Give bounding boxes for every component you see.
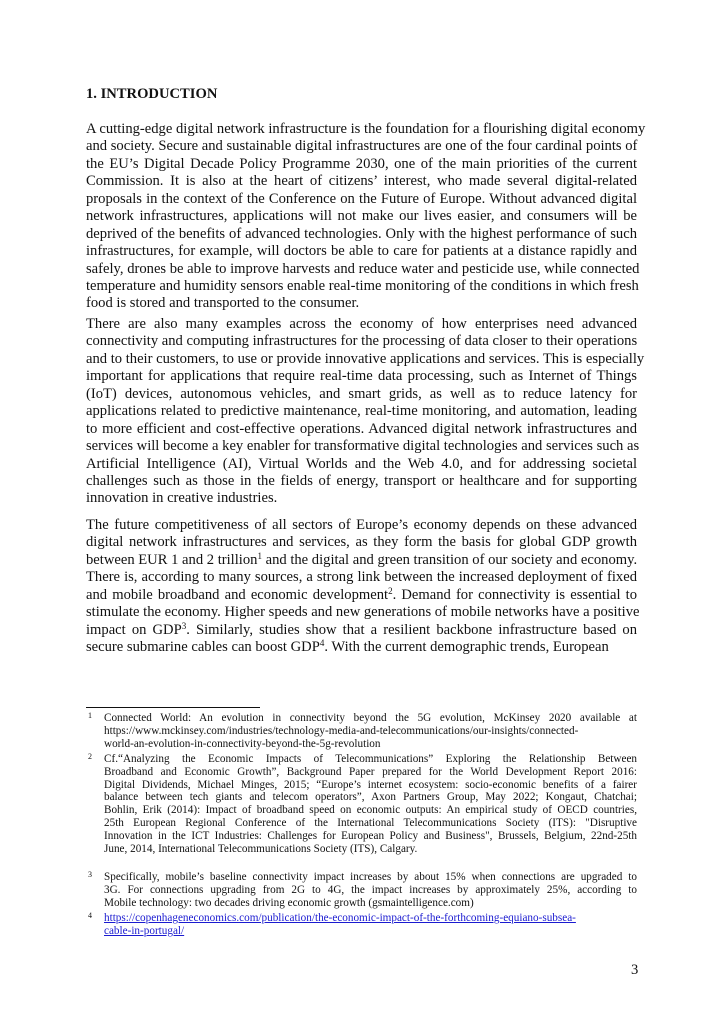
footnote [86, 912, 637, 938]
text-line: network infrastructures, applications will not make our lives easier, and consumers will be [86, 208, 637, 225]
footnote-reference[interactable]: 4 [319, 638, 325, 649]
footnote-line [104, 925, 637, 938]
footnote-separator [86, 707, 260, 708]
footnote-reference[interactable]: 3 [181, 620, 187, 631]
footnote-line: world-an-evolution-in-connectivity-beyond-the-5g-revolution [104, 737, 381, 750]
footnote-line: June, 2014, International Telecommunications Society (ITS), Calgary. [104, 842, 418, 855]
text-line: and society. Secure and sustainable digital infrastructures are one of the four cardinal points of [86, 138, 638, 155]
text-line: Commission. It is also at the heart of citizens’ interest, who made several digital-related [86, 173, 637, 190]
text-line: Artificial Intelligence (AI), Virtual Worlds and the Web 4.0, and for addressing societal [86, 455, 637, 472]
text-line: services will become a key enabler for transformative digital technologies and services such as [86, 438, 640, 455]
text-line: infrastructures, for example, will doctors be able to care for patients at a distance rapidly and [86, 243, 637, 260]
text-line: stimulate the economy. Higher speeds and new generations of mobile networks have a positive [86, 604, 640, 621]
footnote-line: Mobile technology: two decades driving economic growth (gsmaintelligence.com) [104, 896, 474, 909]
footnote-text [104, 753, 637, 855]
footnote-line: balance between tech giants and telecom operators”, Axon Partners Group, May 2022; Kongaut, Chatchai; [104, 791, 637, 804]
footnote-number: 2 [88, 752, 92, 761]
footnote-text [104, 912, 637, 938]
text-line: A cutting-edge digital network infrastructure is the foundation for a flourishing digital economy [86, 121, 646, 137]
text-line: deprived of the benefits of advanced technologies. Only with the highest performance of such [86, 225, 637, 242]
footnote-link[interactable]: cable-in-portugal/ [104, 924, 185, 937]
text-line: The future competitiveness of all sectors of Europe’s economy depends on these advanced [86, 517, 637, 533]
text-line: (IoT) devices, autonomous vehicles, and smart grids, as well as to reduce latency for [86, 385, 637, 402]
footnote [86, 753, 637, 855]
footnote-reference[interactable]: 1 [257, 550, 262, 561]
footnote-number: 4 [88, 911, 92, 920]
footnote-number: 3 [88, 870, 92, 879]
text-line: innovation in creative industries. [86, 490, 278, 507]
footnote-reference[interactable]: 2 [388, 585, 393, 596]
text-line: and mobile broadband and economic development$^2$. Demand for connectivity is essential to [86, 585, 637, 603]
footnote-text [104, 871, 637, 909]
text-line: impact on GDP$^3$. Similarly, studies show that a resilient backbone infrastructure based on [86, 620, 637, 638]
footnote-line: Broadband and Economic Growth”, Background Paper prepared for the World Development Report 2016: [104, 765, 637, 778]
text-line: proposals in the context of the Conference on the Future of Europe. Without advanced digital [86, 190, 637, 207]
text-line: to more efficient and cost-effective operations. Advanced digital network infrastructures and [86, 420, 637, 437]
footnote-line: Connected World: An evolution in connectivity beyond the 5G evolution, McKinsey 2020 available at [104, 712, 637, 724]
text-line: the EU’s Digital Decade Policy Programme 2030, one of the main priorities of the current [86, 155, 637, 172]
footnote [86, 871, 637, 909]
text-line: between EUR 1 and 2 trillion$^1$ and the digital and green transition of our society and economy. [86, 550, 638, 568]
text-line: temperature and humidity sensors enable real-time monitoring of the conditions in which fresh [86, 277, 639, 294]
footnote-line: 3G. For connections upgrading from 2G to 4G, the impact increases by approximately 25%, according to [104, 883, 637, 896]
footnote-line: Innovation in the ICT Industries: Challenges for European Policy and Business", Brussels, Belgium, 22nd-25th [104, 829, 637, 842]
text-line: applications related to predictive maintenance, real-time monitoring, and automation, leading [86, 403, 637, 420]
footnote [86, 712, 637, 750]
text-line: challenges such as those in the fields of energy, transport or healthcare and for supporting [86, 472, 637, 489]
text-line: important for applications that require real-time data processing, such as Internet of Things [86, 368, 637, 385]
text-line: secure submarine cables can boost GDP$^4$. With the current demographic trends, European [86, 638, 609, 656]
text-line: connectivity and computing infrastructures for the processing of data closer to their operations [86, 333, 638, 350]
footnote-line: https://www.mckinsey.com/industries/technology-media-and-telecommunications/our-insights/connected- [104, 724, 579, 737]
text-line: and to their customers, to use or provide innovative applications and services. This is especially [86, 350, 645, 367]
footnote-line: Cf.“Analyzing the Economic Impacts of Telecommunications” Exploring the Relationship Between [104, 753, 637, 765]
footnote-number: 1 [88, 711, 92, 720]
footnote-line: Specifically, mobile’s baseline connectivity impact increases by about 15% when connections are upgraded to [104, 871, 637, 883]
text-line: safely, drones be able to improve harvests and reduce water and pesticide use, while connected [86, 260, 640, 277]
footnote-link[interactable]: https://copenhageneconomics.com/publication/the-economic-impact-of-the-forthcoming-equiano-subsea- [104, 912, 576, 924]
paragraph-2 [86, 316, 645, 508]
footnote-text [104, 712, 637, 750]
text-line: There is, according to many sources, a strong link between the increased deployment of fixed [86, 569, 637, 586]
footnote-line: Digital Dividends, Michael Minges, 2015; “Europe’s internet ecosystem: socio-economic benefits of a fairer [104, 778, 637, 791]
footnote-line [104, 912, 637, 925]
text-line: There are also many examples across the economy of how enterprises need advanced [86, 316, 637, 332]
paragraph-3 [86, 517, 640, 657]
paragraph-1 [86, 121, 646, 313]
text-line: digital network infrastructures and services, as they form the basis for global GDP growth [86, 534, 637, 551]
page-number: 3 [631, 962, 639, 978]
footnote-line: 25th European Regional Conference of the International Telecommunications Society (ITS): "Disruptive [104, 816, 637, 829]
footnote-line: Bohlin, Erik (2014): Impact of broadband speed on economic outputs: An empirical study of OECD countries, [104, 804, 637, 817]
section-heading: 1. INTRODUCTION [86, 86, 218, 102]
text-line: food is stored and transported to the consumer. [86, 295, 360, 312]
